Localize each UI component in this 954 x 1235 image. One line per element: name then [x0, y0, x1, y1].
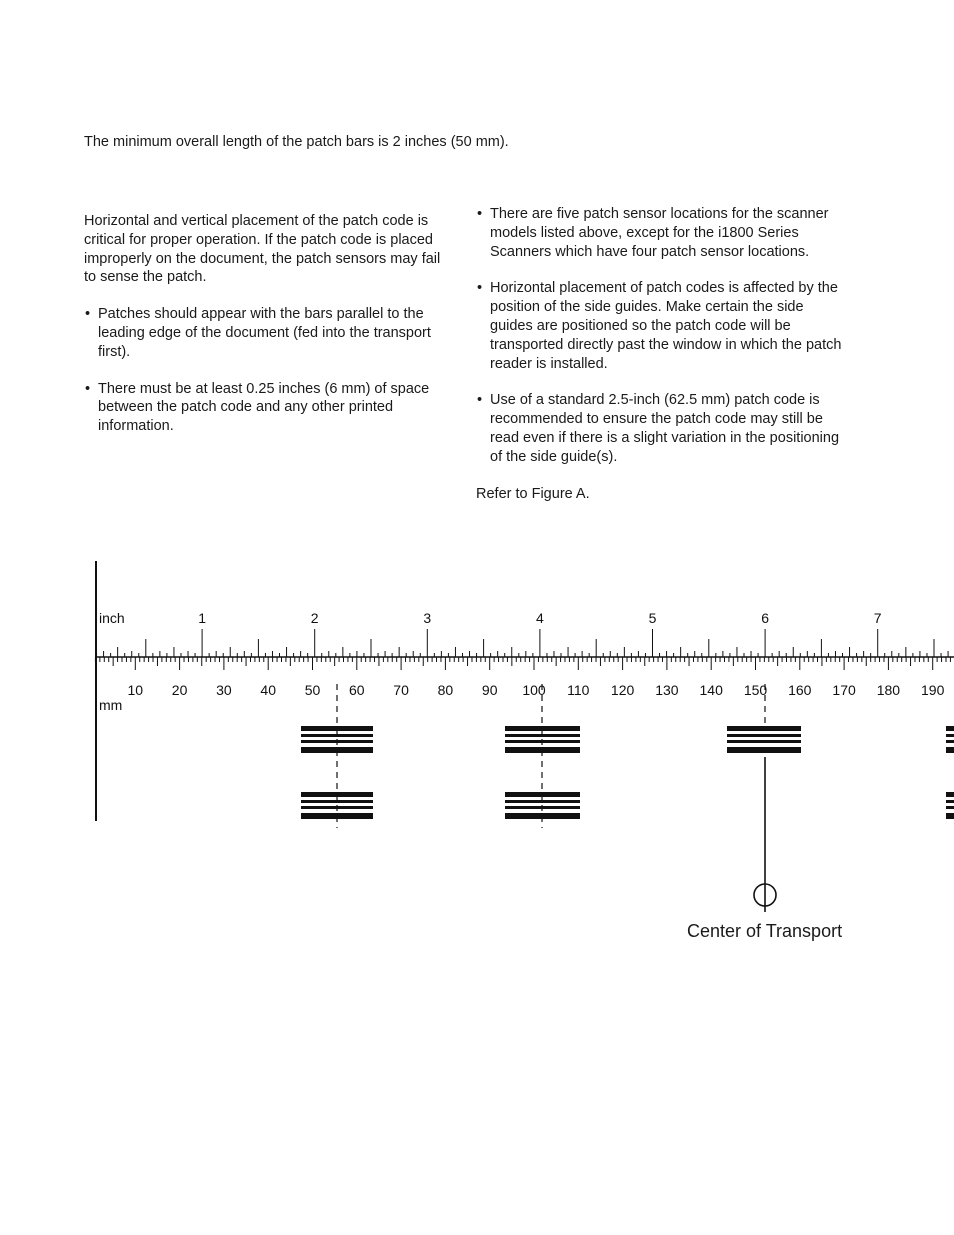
- ruler-ticks: [95, 629, 950, 670]
- center-of-transport-marker: [687, 757, 842, 941]
- patch-bar: [301, 740, 373, 743]
- patch-bar: [946, 747, 954, 753]
- patch-code: [946, 726, 954, 753]
- placement-paragraph: Horizontal and vertical placement of the patch code is critical for proper operation. If the patch code is placed improperly on the document, the patch sensors may fail to sense the patch.: [84, 213, 441, 286]
- patch-bar: [505, 747, 580, 753]
- patch-bar: [727, 747, 801, 753]
- mm-label: 150: [743, 682, 768, 698]
- patch-bar: [946, 806, 954, 809]
- inch-label: 6: [761, 610, 769, 626]
- mm-label: 60: [349, 682, 365, 698]
- patch-bar: [727, 726, 801, 731]
- patch-bar: [505, 806, 580, 809]
- intro-text: The minimum overall length of the patch bars is 2 inches (50 mm).: [84, 134, 509, 150]
- mm-label: 100: [522, 682, 546, 698]
- inch-label: 1: [198, 610, 206, 626]
- patch-bar: [946, 792, 954, 797]
- patch-bar: [505, 740, 580, 743]
- mm-unit-label: mm: [99, 697, 123, 713]
- right-bullet-list: [476, 205, 848, 467]
- patch-bar: [301, 806, 373, 809]
- inch-label: 2: [310, 610, 319, 626]
- mm-label: 180: [876, 682, 901, 698]
- mm-label: 120: [610, 682, 635, 698]
- inch-label: 5: [648, 610, 657, 626]
- right-column: [476, 205, 848, 503]
- bullet-standard-patch: • Use of a standard 2.5-inch (62.5 mm) patch code is recommended to ensure the patch code may still be read even if there is a slight variation in the positioning of the side guide(s).: [476, 391, 848, 466]
- inch-label: 7: [873, 610, 882, 626]
- patch-bar: [301, 747, 373, 753]
- refer-figure-text: Refer to Figure A.: [476, 485, 590, 502]
- patch-bar: [301, 800, 373, 803]
- patch-bar: [505, 800, 580, 803]
- bullet-sensor-locations: • There are five patch sensor locations for the scanner models listed above, except for the i1800 Series Scanners which have four patch sensor locations.: [476, 205, 848, 261]
- mm-label: 50: [304, 682, 321, 698]
- patch-bar: [301, 726, 373, 731]
- mm-label: 80: [437, 682, 454, 698]
- mm-labels: [128, 682, 945, 698]
- mm-label: 130: [655, 682, 679, 698]
- inch-unit-label: inch: [99, 610, 125, 626]
- patch-bar: [946, 800, 954, 803]
- patch-bar: [727, 734, 801, 737]
- mm-label: 190: [921, 682, 945, 698]
- mm-label: 30: [216, 682, 232, 698]
- mm-label: 70: [393, 682, 409, 698]
- mm-label: 140: [699, 682, 723, 698]
- patch-bar: [301, 734, 373, 737]
- patch-code: [727, 726, 801, 753]
- patch-bar: [727, 740, 801, 743]
- patch-bar: [946, 740, 954, 743]
- center-of-transport-label: Center of Transport: [687, 921, 843, 941]
- patch-bar: [505, 726, 580, 731]
- mm-label: 10: [127, 682, 144, 698]
- patch-bar: [946, 813, 954, 819]
- figure-a-ruler-diagram: [0, 555, 954, 955]
- inch-labels: [198, 610, 882, 626]
- patch-bar: [301, 813, 373, 819]
- patch-bar: [946, 726, 954, 731]
- left-bullet-list: [84, 305, 454, 436]
- mm-label: 20: [171, 682, 188, 698]
- patch-code: [946, 792, 954, 819]
- inch-label: 3: [423, 610, 432, 626]
- bullet-side-guides: • Horizontal placement of patch codes is affected by the position of the side guides. Make certain the side guides are positioned so the patch code will be transported directly past the window in which the patch reader is installed.: [476, 279, 848, 373]
- patch-codes: [301, 726, 954, 819]
- mm-label: 170: [832, 682, 856, 698]
- inch-label: 4: [536, 610, 544, 626]
- left-column: [84, 212, 454, 454]
- patch-bar: [301, 792, 373, 797]
- patch-bar: [505, 813, 580, 819]
- bullet-spacing: • There must be at least 0.25 inches (6 mm) of space between the patch code and any other printed information.: [84, 380, 454, 436]
- mm-label: 110: [567, 682, 590, 698]
- ruler: [95, 610, 954, 713]
- mm-label: 160: [788, 682, 812, 698]
- bullet-bars-parallel: • Patches should appear with the bars parallel to the leading edge of the document (fed into the transport first).: [84, 305, 454, 361]
- patch-bar: [505, 734, 580, 737]
- mm-label: 90: [481, 682, 498, 698]
- mm-label: 40: [260, 682, 276, 698]
- patch-bar: [946, 734, 954, 737]
- patch-bar: [505, 792, 580, 797]
